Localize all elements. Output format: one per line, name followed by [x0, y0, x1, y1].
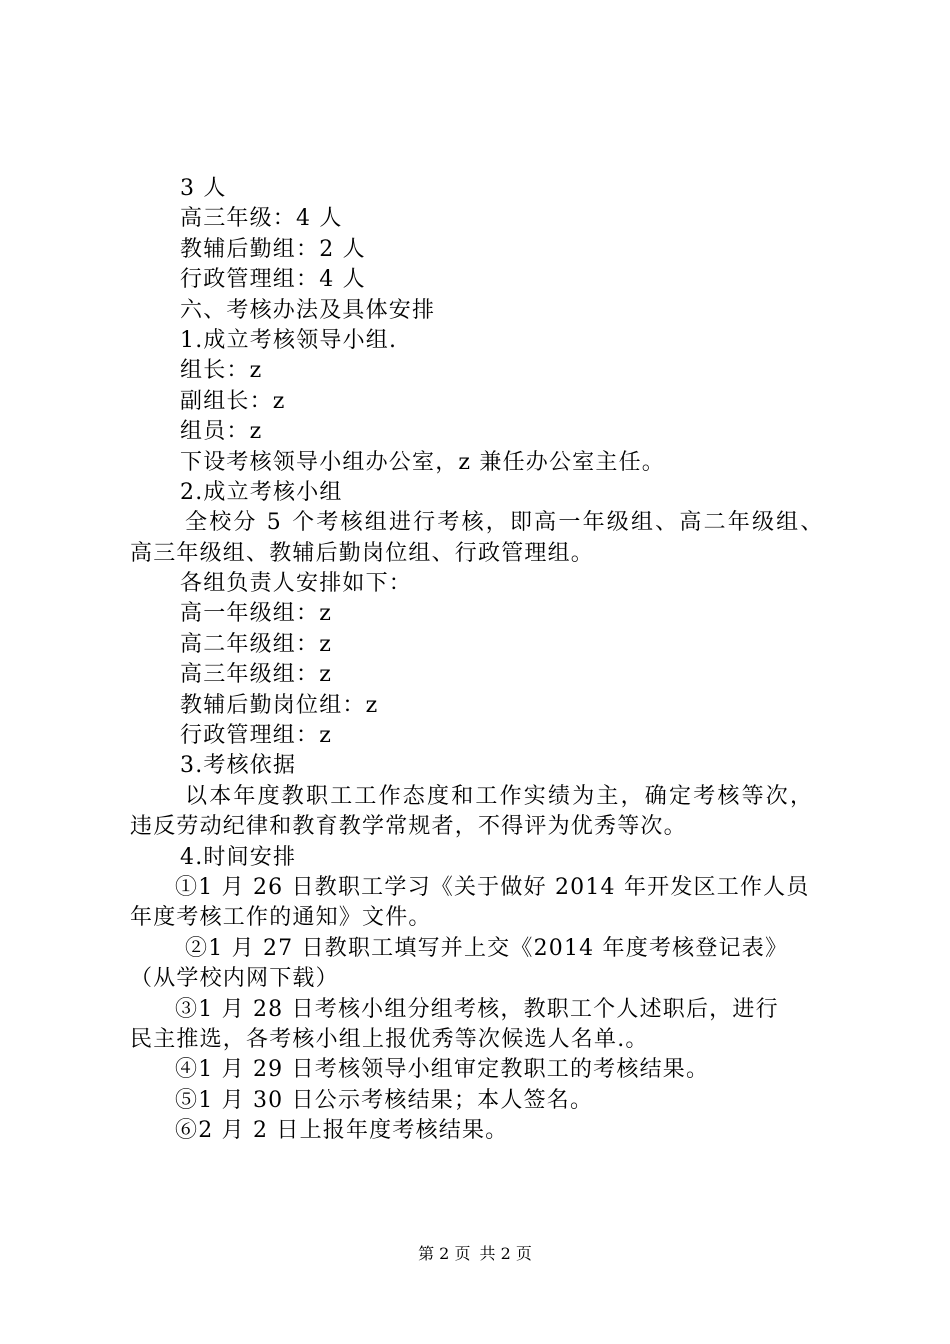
subheading-assessment-basis: 3.考核依据: [180, 753, 297, 779]
subheading-schedule: 4.时间安排: [180, 844, 297, 870]
text-line-leader: 组长：z: [180, 358, 263, 384]
paragraph-groups-line-2: 高三年级组、教辅后勤岗位组、行政管理组。: [130, 540, 595, 566]
text-line-count: 3 人: [180, 176, 227, 201]
paragraph-basis-line-1: 以本年度教职工工作态度和工作实绩为主，确定考核等次，: [185, 783, 815, 809]
text-line-support-group: 教辅后勤组：2 人: [180, 236, 366, 262]
document-body: [0, 174, 950, 1147]
schedule-item-5: ⑤1 月 30 日公示考核结果；本人签名。: [175, 1087, 594, 1113]
subheading-leadership-group: 1.成立考核领导小组.: [180, 327, 398, 353]
text-line-grade-three: 高三年级：4 人: [180, 206, 343, 232]
schedule-item-1-line-2: 年度考核工作的通知》文件。: [130, 905, 432, 931]
schedule-item-3-line-2: 民主推选，各考核小组上报优秀等次候选人名单.。: [130, 1026, 649, 1052]
paragraph-basis-line-2: 违反劳动纪律和教育教学常规者，不得评为优秀等次。: [130, 814, 687, 840]
schedule-item-2-line-2: （从学校内网下载）: [130, 966, 339, 992]
page-number: 第 2 页: [418, 1244, 471, 1263]
text-line-admin-head: 行政管理组：z: [180, 723, 332, 749]
page-footer: [0, 1244, 950, 1264]
text-line-group-heads: 各组负责人安排如下：: [180, 571, 413, 597]
section-heading-six: 六、考核办法及具体安排: [180, 297, 436, 323]
schedule-item-3-line-1: ③1 月 28 日考核小组分组考核，教职工个人述职后，进行: [175, 996, 779, 1022]
schedule-item-4: ④1 月 29 日考核领导小组审定教职工的考核结果。: [175, 1057, 710, 1083]
page-total: 共 2 页: [479, 1244, 532, 1263]
text-line-grade-two-head: 高二年级组：z: [180, 631, 332, 657]
text-line-deputy-leader: 副组长：z: [180, 388, 286, 414]
schedule-item-2-line-1: ②1 月 27 日教职工填写并上交《2014 年度考核登记表》: [185, 935, 789, 961]
text-line-admin-group: 行政管理组：4 人: [180, 267, 366, 293]
text-line-grade-one-head: 高一年级组：z: [180, 601, 332, 627]
text-line-grade-three-head: 高三年级组：z: [180, 662, 332, 688]
text-line-members: 组员：z: [180, 419, 263, 445]
paragraph-groups-line-1: 全校分 5 个考核组进行考核，即高一年级组、高二年级组、: [185, 510, 825, 536]
text-line-support-head: 教辅后勤岗位组：z: [180, 692, 379, 718]
schedule-item-1-line-1: ①1 月 26 日教职工学习《关于做好 2014 年开发区工作人员: [175, 874, 810, 900]
text-line-office: 下设考核领导小组办公室，z 兼任办公室主任。: [180, 449, 665, 475]
schedule-item-6: ⑥2 月 2 日上报年度考核结果。: [175, 1118, 509, 1144]
subheading-assessment-group: 2.成立考核小组: [180, 479, 343, 505]
